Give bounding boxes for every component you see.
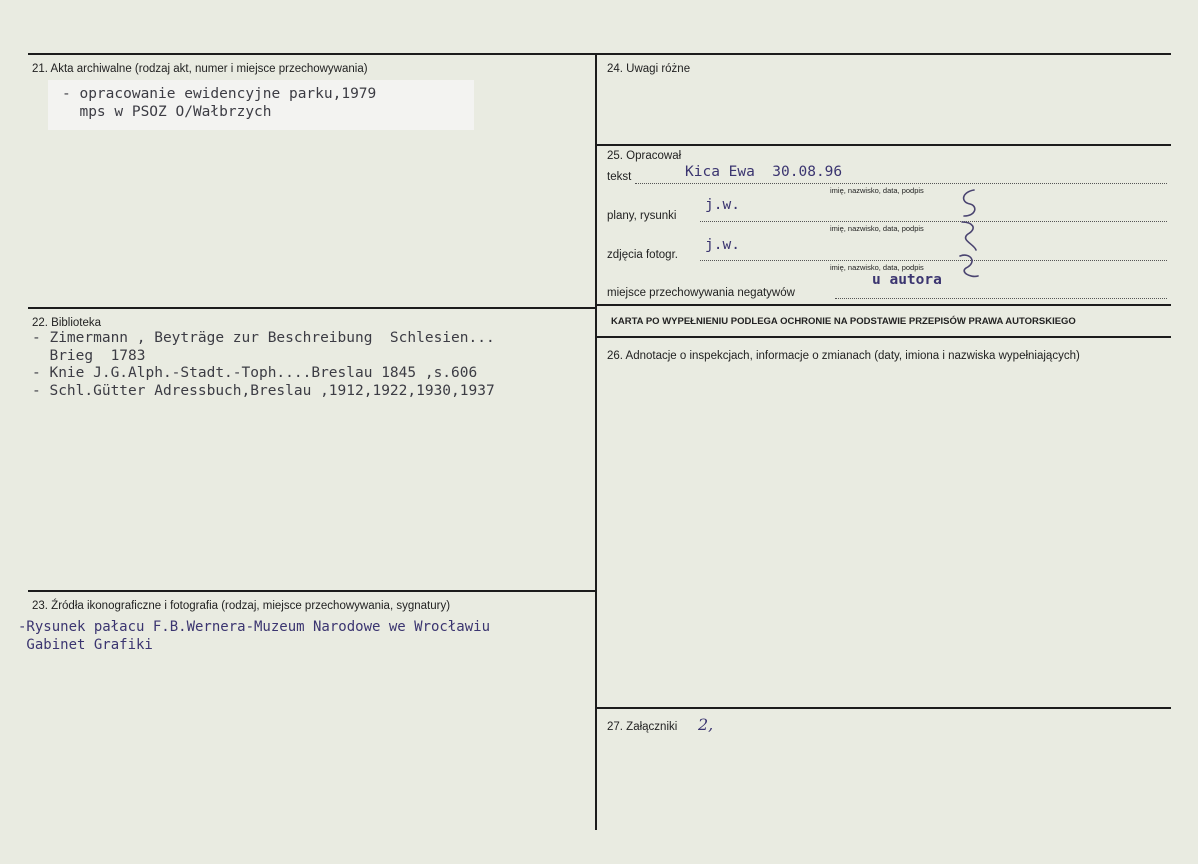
zdjecia-hint: imię, nazwisko, data, podpis <box>830 263 924 272</box>
negatywy-label: miejsce przechowywania negatywów <box>607 287 795 299</box>
top-rule <box>28 53 1171 55</box>
section-21-line-1: - opracowanie ewidencyjne parku,1979 <box>62 86 377 102</box>
section-21-line-2: mps w PSOZ O/Wałbrzych <box>62 104 272 120</box>
section-22-line-3: - Knie J.G.Alph.-Stadt.-Toph....Breslau 1845 ,s.606 <box>32 365 478 381</box>
section-27-value: 2, <box>698 715 714 734</box>
center-divider <box>595 53 597 830</box>
rule-25-notice <box>596 304 1171 306</box>
negatywy-dotted-line <box>835 298 1167 299</box>
rule-24-25 <box>596 144 1171 146</box>
rule-notice-26 <box>596 336 1171 338</box>
section-22-label: 22. Biblioteka <box>32 317 102 329</box>
plany-dotted-line <box>700 221 1167 222</box>
section-26-label: 26. Adnotacje o inspekcjach, informacje o zmianach (daty, imiona i nazwiska wypełniających) <box>607 350 1080 362</box>
section-22-line-1: - Zimermann , Beyträge zur Beschreibung Schlesien... <box>32 330 495 346</box>
section-24-label: 24. Uwagi różne <box>607 63 691 75</box>
plany-hint: imię, nazwisko, data, podpis <box>830 224 924 233</box>
rule-26-27 <box>596 707 1171 709</box>
section-25-label: 25. Opracował <box>607 150 682 162</box>
copyright-notice: KARTA PO WYPEŁNIENIU PODLEGA OCHRONIE NA PODSTAWIE PRZEPISÓW PRAWA AUTORSKIEGO <box>611 316 1076 327</box>
negatywy-value: u autora <box>872 272 942 288</box>
plany-value: j.w. <box>705 197 740 213</box>
section-23-line-1: -Rysunek pałacu F.B.Wernera-Muzeum Narodowe we Wrocławiu <box>18 619 491 635</box>
section-21-label: 21. Akta archiwalne (rodzaj akt, numer i miejsce przechowywania) <box>32 63 368 75</box>
section-27-label: 27. Załączniki <box>607 721 678 733</box>
zdjecia-label: zdjęcia fotogr. <box>607 249 678 261</box>
signature-image <box>952 186 986 282</box>
section-22-line-2: Brieg 1783 <box>32 348 146 364</box>
rule-22-23 <box>28 590 596 592</box>
plany-label: plany, rysunki <box>607 210 677 222</box>
tekst-dotted-line <box>635 183 1167 184</box>
tekst-label: tekst <box>607 171 632 183</box>
section-23-label: 23. Źródła ikonograficzne i fotografia (rodzaj, miejsce przechowywania, sygnatury) <box>32 600 451 612</box>
zdjecia-value: j.w. <box>705 237 740 253</box>
section-22-line-4: - Schl.Gütter Adressbuch,Breslau ,1912,1922,1930,1937 <box>32 383 495 399</box>
zdjecia-dotted-line <box>700 260 1167 261</box>
rule-21-22 <box>28 307 596 309</box>
tekst-hint: imię, nazwisko, data, podpis <box>830 186 924 195</box>
tekst-value: Kica Ewa 30.08.96 <box>685 164 843 180</box>
section-23-line-2: Gabinet Grafiki <box>18 637 153 653</box>
